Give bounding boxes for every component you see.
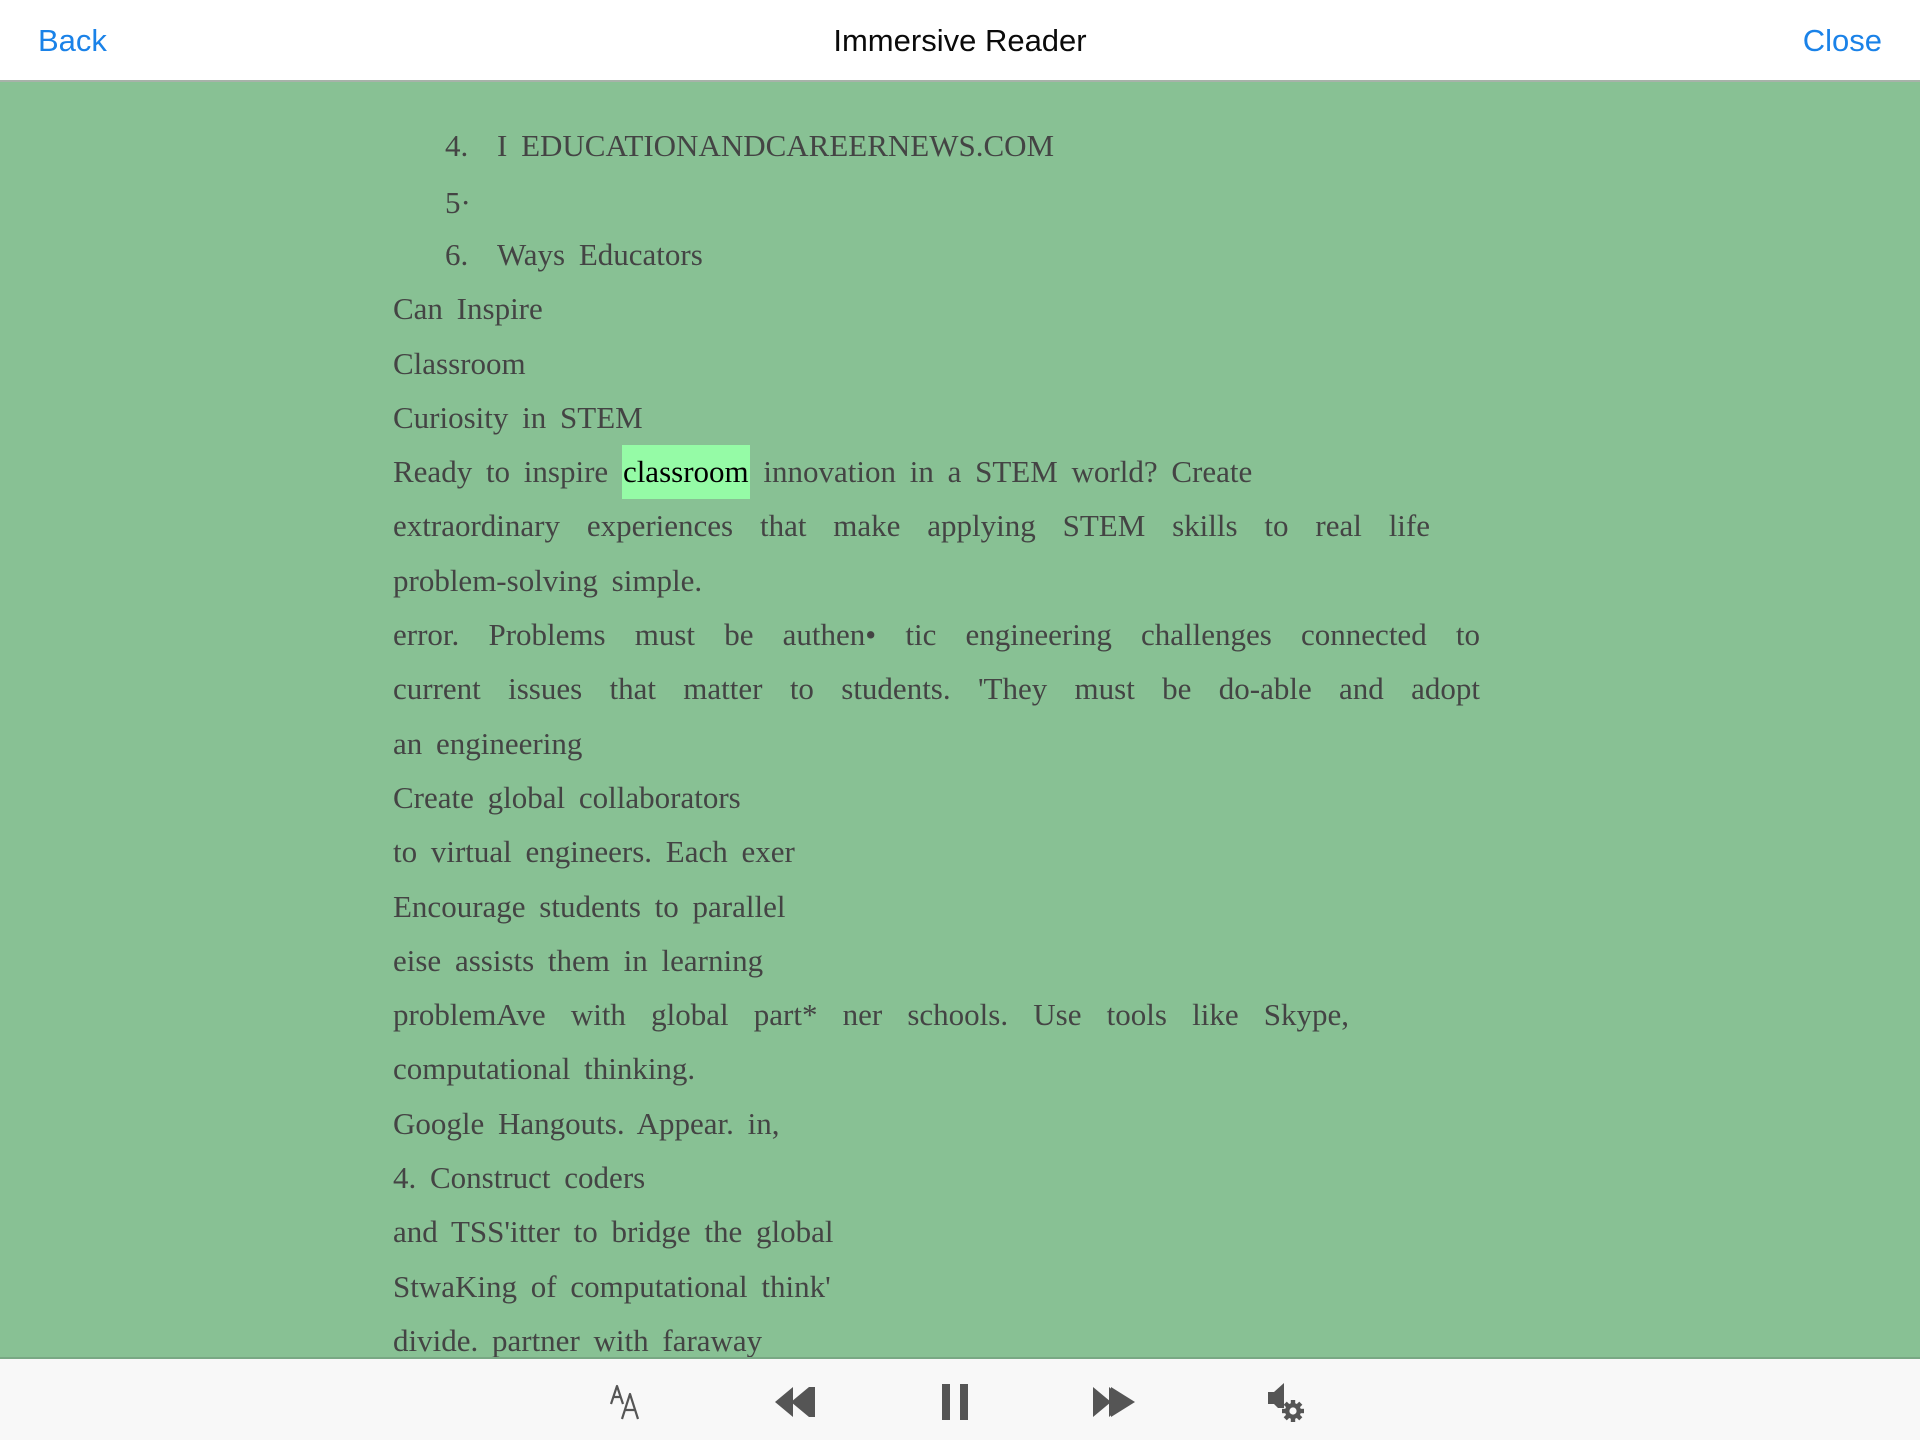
list-item-text: I EDUCATIONANDCAREERNEWS.COM	[497, 128, 1055, 163]
font-size-icon	[608, 1382, 648, 1422]
text-line: error. Problems must be authen• tic engineering challenges connected to	[393, 617, 1480, 653]
navigation-bar	[0, 0, 1920, 82]
list-item-text: Ways Educators	[497, 237, 703, 272]
text-before-highlight: Ready to inspire	[393, 454, 622, 490]
text-line: Create global collaborators	[393, 779, 741, 815]
list-item-number: 4.	[445, 128, 469, 163]
pause-button[interactable]	[928, 1377, 984, 1427]
back-button[interactable]: Back	[38, 0, 107, 82]
text-line: extraordinary experiences that make applying STEM skills to real life	[393, 508, 1430, 544]
fast-forward-icon	[1091, 1385, 1137, 1419]
pause-icon	[940, 1383, 972, 1421]
text-line: eise assists them in learning	[393, 942, 764, 978]
text-line: current issues that matter to students. 'They must be do-able and adopt	[393, 671, 1480, 707]
text-line: Google Hangouts. Appear. in,	[393, 1105, 780, 1141]
rewind-button[interactable]	[768, 1377, 824, 1427]
voice-settings-button[interactable]	[1258, 1377, 1314, 1427]
text-line: StwaKing of computational think'	[393, 1268, 831, 1304]
text-preferences-button[interactable]	[600, 1377, 656, 1427]
text-line: 4. Construct coders	[393, 1160, 646, 1196]
text-line: an engineering	[393, 725, 583, 761]
list-item-number: 6.	[445, 237, 469, 272]
text-line-with-highlight	[393, 445, 1493, 499]
text-line: and TSS'itter to bridge the global	[393, 1214, 834, 1250]
highlighted-word[interactable]: classroom	[622, 445, 750, 499]
list-item	[393, 178, 1493, 228]
text-line: to virtual engineers. Each exer	[393, 834, 795, 870]
text-line: computational thinking.	[393, 1051, 696, 1087]
list-item	[393, 228, 1493, 282]
close-button[interactable]: Close	[1803, 0, 1882, 82]
fast-forward-button[interactable]	[1086, 1377, 1142, 1427]
text-after-highlight: innovation in a STEM world? Create	[749, 454, 1253, 490]
text-line: problemAve with global part* ner schools. Use tools like Skype,	[393, 997, 1349, 1033]
speaker-gear-icon	[1264, 1380, 1308, 1424]
text-line: Classroom	[393, 345, 526, 381]
page-title: Immersive Reader	[833, 23, 1087, 58]
text-line: Can Inspire	[393, 291, 543, 327]
text-line: Encourage students to parallel	[393, 888, 786, 924]
text-line: problem-solving simple.	[393, 562, 703, 598]
list-item-number: 5·	[445, 185, 471, 220]
text-line: Curiosity in STEM	[393, 399, 643, 435]
reading-area[interactable]	[0, 82, 1920, 1357]
playback-toolbar	[0, 1357, 1920, 1440]
text-line: divide. partner with faraway	[393, 1322, 763, 1357]
list-item	[393, 118, 1493, 178]
rewind-icon	[773, 1385, 819, 1419]
reading-text-column	[393, 118, 1493, 1357]
